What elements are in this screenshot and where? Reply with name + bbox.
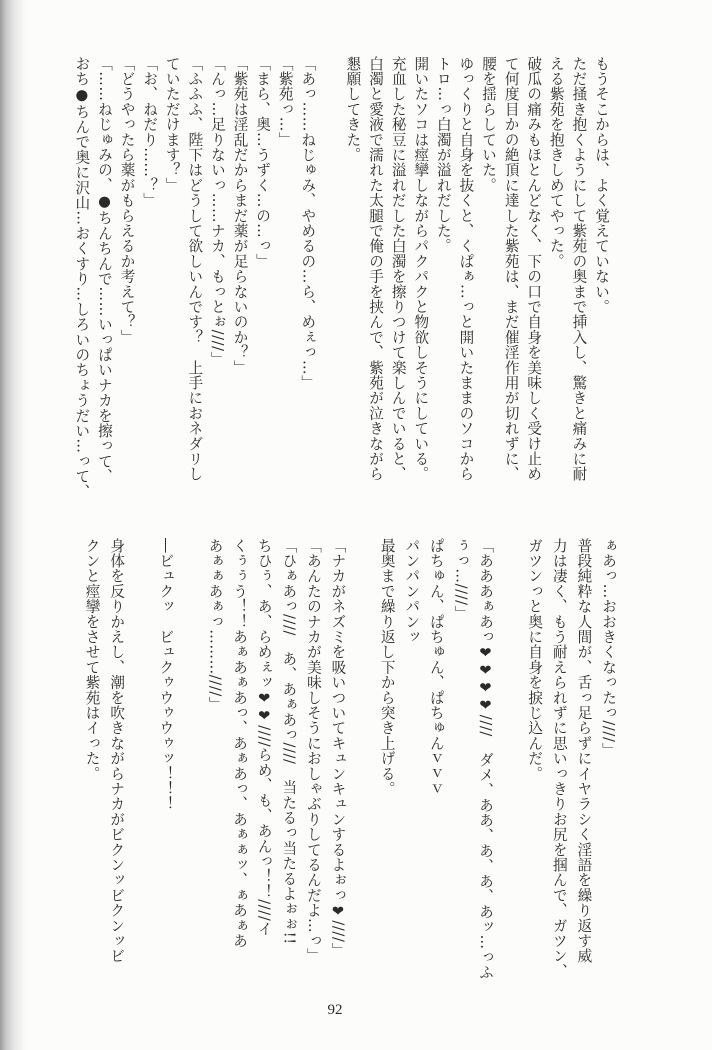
text-line: あぁぁあぁっ………////」 <box>206 538 224 713</box>
text-line: トロ…っ白濁が溢れだした。 <box>434 56 452 254</box>
text-line: 「ふふふ、陛下はどうして欲しいんです？ 上手におネダリし <box>186 56 204 482</box>
text-line: 最奥まで繰り返し下から突き上げる。 <box>378 538 396 797</box>
blank-line <box>177 538 202 998</box>
text-line: 「紫苑っ…」 <box>276 56 294 148</box>
text-line: 「どうやったら薬がもらえるか考えて？」 <box>118 56 136 345</box>
text-line: 身体を反りかえし、潮を吹きながらナカがビクンッビクンッビ <box>108 538 126 964</box>
blank-line <box>349 538 374 998</box>
text-line: 「……ねじゅみの、●ちんちんで……いっぱいナカを擦って、 <box>95 56 113 484</box>
text-line: 腰を揺らしていた。 <box>480 56 498 193</box>
text-line: 「紫苑は淫乱だからまだ薬が足らないのか？」 <box>231 56 249 376</box>
text-line: 開いたソコは痙攣しながらパクパクと物欲しそうにしている。 <box>412 56 430 482</box>
text-line: 「んっ…足りないっ……ナカ、もっとぉ////」 <box>208 56 226 367</box>
blank-line <box>128 538 153 998</box>
text-line: 「ひぁあっ//// あ、あぁあっ//// 当たるっ当たるよぉぉ!! <box>280 538 298 945</box>
blank-line <box>318 56 341 516</box>
text-line: くぅぅう！！あぁあぁあっ、あぁあっ、あぁぁッ、ぁあぁあ <box>231 538 249 949</box>
text-line: 白濁と愛液で濡れた太腿で俺の手を挟んで、紫苑が泣きながら <box>367 56 385 482</box>
text-line: クンと痙攣をさせて紫苑はイった。 <box>83 538 101 782</box>
text-line: もうそこからは、よく覚えていない。 <box>593 56 610 315</box>
text-line: 懇願してきた。 <box>344 56 362 163</box>
page-number: 92 <box>327 1002 343 1018</box>
text-line: ぱちゅん、ぱちゅん、ぱちゅんｖｖｖ <box>427 538 445 797</box>
text-line: ―ビュクッ ビュクゥウゥウゥッ！！！ <box>157 538 175 812</box>
text-line: ぁあっ…おおきくなったっ////」 <box>600 538 617 758</box>
text-line: て何度目かの絶頂に達した紫苑は、まだ催淫作用が切れずに、 <box>502 56 520 482</box>
text-line: 「ナカがネズミを吸いついてキュンキュンするよぉっ❤////」 <box>329 538 347 958</box>
text-block-bottom <box>79 538 620 998</box>
text-line: 破瓜の痛みもほとんどなく、下の口で自身を美味しく受け止め <box>525 56 543 482</box>
text-line: 「あんたのナカが美味しそうにおしゃぶりしてるんだよ…っ」 <box>304 538 322 964</box>
text-block-top <box>70 56 612 516</box>
text-line: 「お、ねだり……？」 <box>141 56 159 208</box>
text-line: える紫苑を抱きしめてやった。 <box>547 56 565 269</box>
text-line: 普段純粋な人間が、舌っ足らずにイヤラシく淫語を繰り返す威 <box>575 538 593 964</box>
text-line: ちひぅ、あ、らめぇッ❤❤////らめ、も、あんっ！！////イ <box>255 538 273 937</box>
blank-line <box>497 538 522 998</box>
page-binding-shadow <box>0 0 26 1050</box>
text-line: 「あああぁあっ❤❤❤❤//// ダメ、ああ、あ、あ、あッ…っふ <box>477 538 495 981</box>
text-line: ただ掻き抱くようにして紫苑の奥まで挿入し、驚きと痛みに耐 <box>570 56 588 482</box>
text-line: おち●ちんで奥に沢山…おくすり…しろいのちょうだい…って、 <box>73 56 91 500</box>
text-line: ぅっ…////」 <box>452 538 470 621</box>
text-line: 充血した秘豆に溢れだした白濁を擦りつけて楽しんでいると、 <box>389 56 407 482</box>
text-line: ていただけます？」 <box>163 56 181 193</box>
text-line: 「まら、奥…うずく…の…っ」 <box>254 56 272 269</box>
text-line: ゆっくりと自身を抜くと、くぱぁ…っと開いたままのソコから <box>457 56 475 482</box>
text-line: 力は凄く、もう耐えられずに思いっきりお尻を掴んで、ガツン、 <box>550 538 568 979</box>
text-line: パンパンパンッ <box>403 538 421 645</box>
text-line: ガツンっと奥に自身を捩じ込んだ。 <box>526 538 544 782</box>
text-line: 「あっ……ねじゅみ、やめるの…ら、めぇっ…」 <box>299 56 317 391</box>
